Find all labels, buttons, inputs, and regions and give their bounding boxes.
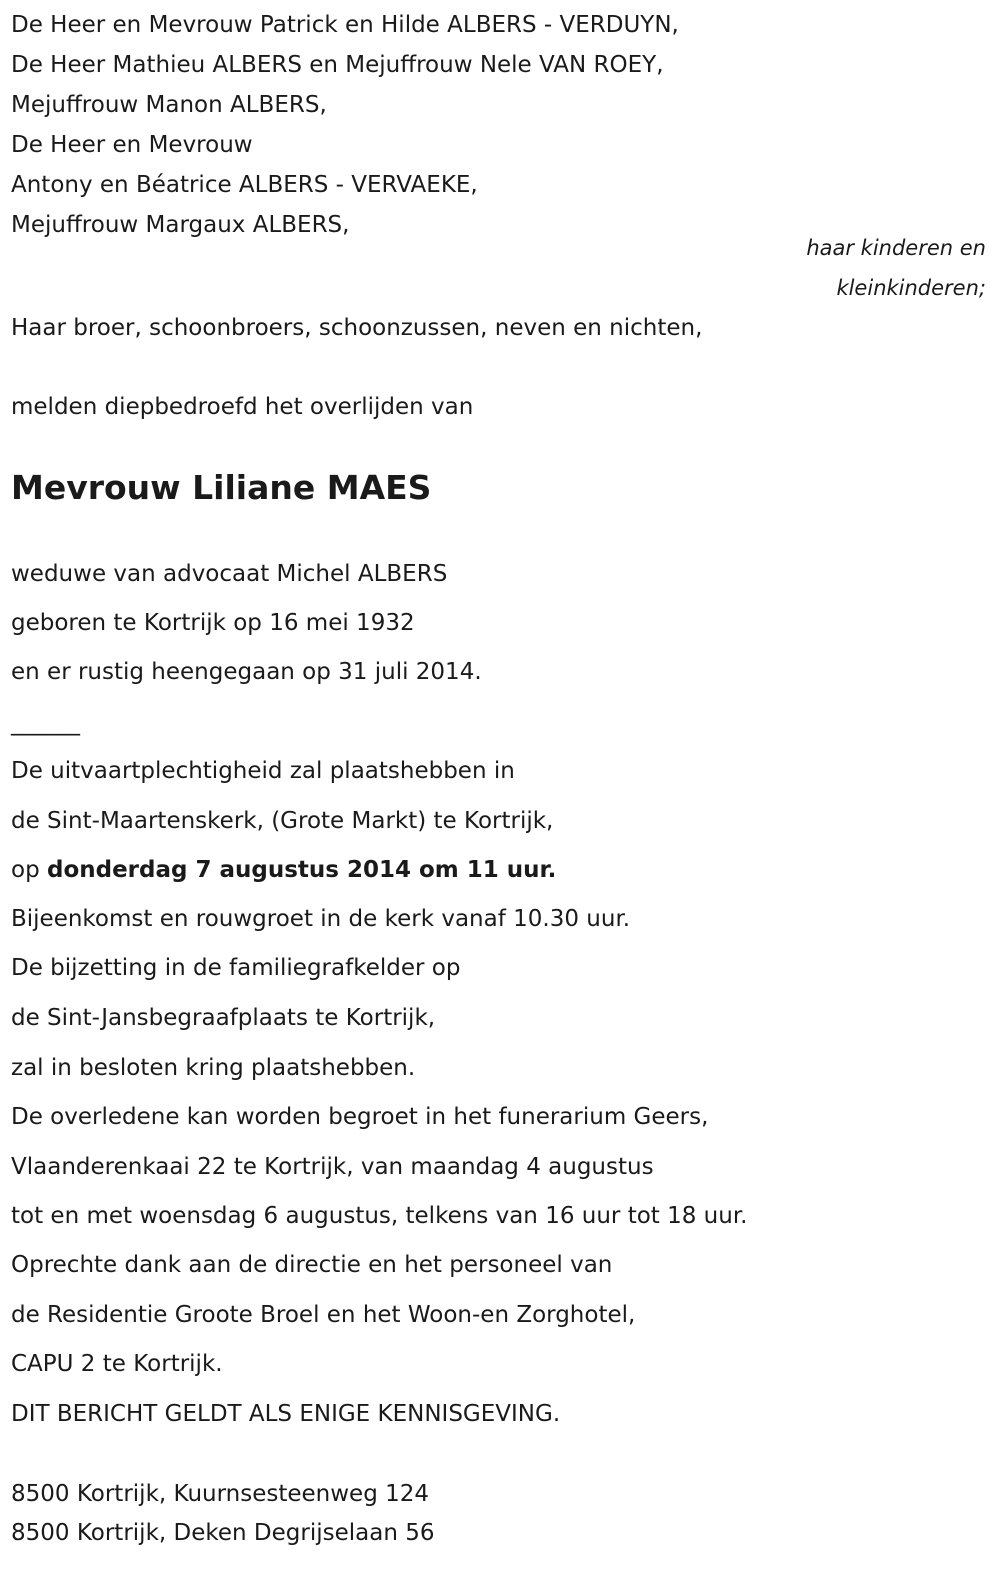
funeral-line: De uitvaartplechtigheid zal plaatshebben in xyxy=(11,758,515,784)
family-line: Mejuffrouw Margaux ALBERS, xyxy=(11,212,350,238)
family-line: Antony en Béatrice ALBERS - VERVAEKE, xyxy=(11,172,478,198)
family-line: De Heer Mathieu ALBERS en Mejuffrouw Nele VAN ROEY, xyxy=(11,52,664,78)
relatives-line: Haar broer, schoonbroers, schoonzussen, neven en nichten, xyxy=(11,315,703,341)
announcement: melden diepbedroefd het overlijden van xyxy=(11,394,474,420)
detail-line: Vlaanderenkaai 22 te Kortrijk, van maandag 4 augustus xyxy=(11,1154,654,1180)
detail-line: CAPU 2 te Kortrijk. xyxy=(11,1351,223,1377)
family-line: De Heer en Mevrouw xyxy=(11,132,253,158)
detail-line: Bijeenkomst en rouwgroet in de kerk vanaf 10.30 uur. xyxy=(11,906,631,932)
detail-line: de Sint-Jansbegraafplaats te Kortrijk, xyxy=(11,1005,436,1031)
family-line: Mejuffrouw Manon ALBERS, xyxy=(11,92,327,118)
detail-line: Oprechte dank aan de directie en het personeel van xyxy=(11,1252,613,1278)
funeral-date-line xyxy=(11,855,556,885)
detail-line: DIT BERICHT GELDT ALS ENIGE KENNISGEVING. xyxy=(11,1401,561,1427)
family-line: De Heer en Mevrouw Patrick en Hilde ALBERS - VERDUYN, xyxy=(11,12,679,38)
address-line: 8500 Kortrijk, Kuurnsesteenweg 124 xyxy=(11,1481,430,1507)
relation-line: kleinkinderen; xyxy=(836,276,986,300)
relation-line: haar kinderen en xyxy=(806,236,986,260)
detail-line: De overledene kan worden begroet in het funerarium Geers, xyxy=(11,1104,709,1130)
bio-line: weduwe van advocaat Michel ALBERS xyxy=(11,561,448,587)
detail-line: De bijzetting in de familiegrafkelder op xyxy=(11,955,461,981)
funeral-line: de Sint-Maartenskerk, (Grote Markt) te Kortrijk, xyxy=(11,808,554,834)
funeral-date-prefix: op xyxy=(11,857,47,883)
bio-line: en er rustig heengegaan op 31 juli 2014. xyxy=(11,659,482,685)
funeral-date: donderdag 7 augustus 2014 om 11 uur. xyxy=(46,857,557,883)
address-line: 8500 Kortrijk, Deken Degrijselaan 56 xyxy=(11,1520,435,1546)
separator: ______ xyxy=(11,710,80,736)
detail-line: tot en met woensdag 6 augustus, telkens van 16 uur tot 18 uur. xyxy=(11,1203,748,1229)
deceased-name: Mevrouw Liliane MAES xyxy=(11,468,432,507)
bio-line: geboren te Kortrijk op 16 mei 1932 xyxy=(11,610,415,636)
detail-line: zal in besloten kring plaatshebben. xyxy=(11,1055,416,1081)
detail-line: de Residentie Groote Broel en het Woon-en Zorghotel, xyxy=(11,1302,636,1328)
